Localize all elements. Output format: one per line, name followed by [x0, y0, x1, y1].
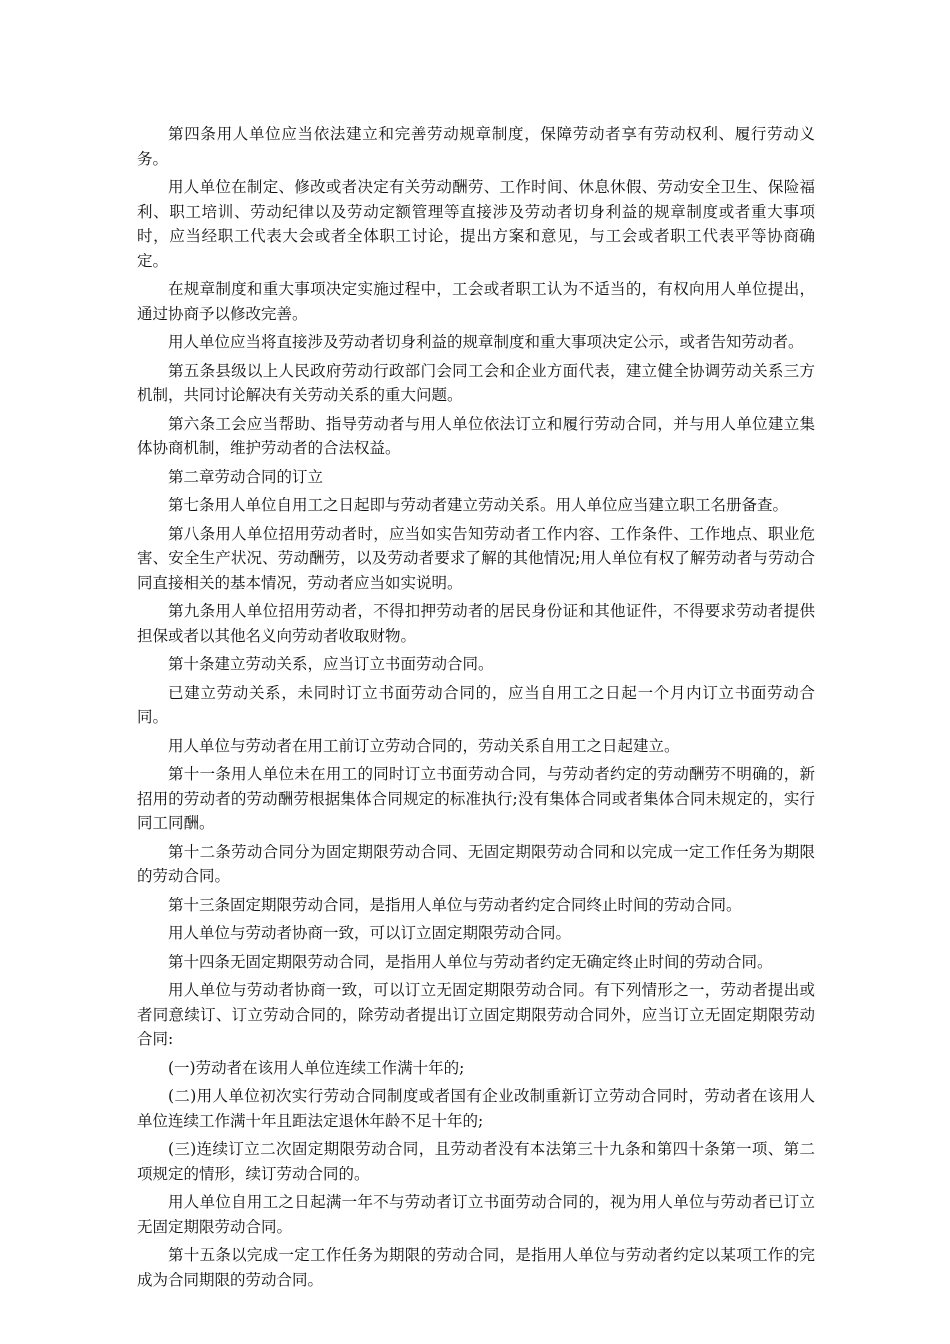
paragraph-deemed-open-ended: 用人单位自用工之日起满一年不与劳动者订立书面劳动合同的，视为用人单位与劳动者已订立无固定期限劳动合同。	[137, 1193, 815, 1236]
paragraph-article-7: 第七条用人单位自用工之日起即与劳动者建立劳动关系。用人单位应当建立职工名册备查。	[168, 496, 789, 514]
document-page	[137, 122, 815, 1296]
paragraph-article-10: 第十条建立劳动关系，应当订立书面劳动合同。	[168, 655, 494, 673]
paragraph-contract-before-employment: 用人单位与劳动者在用工前订立劳动合同的，劳动关系自用工之日起建立。	[168, 736, 680, 755]
paragraph-rules-publication: 用人单位应当将直接涉及劳动者切身利益的规章制度和重大事项决定公示，或者告知劳动者。	[168, 333, 804, 351]
paragraph-written-contract-deadline: 已建立劳动关系，未同时订立书面劳动合同的，应当自用工之日起一个月内订立书面劳动合同。	[137, 683, 815, 726]
paragraph-article-8: 第八条用人单位招用劳动者时，应当如实告知劳动者工作内容、工作条件、工作地点、职业危害、安全生产状况、劳动酬劳，以及劳动者要求了解的其他情况;用人单位有权了解劳动者与劳动合同直接相关的基本情况，劳动者应当如实说明。	[137, 524, 815, 592]
paragraph-article-13: 第十三条固定期限劳动合同，是指用人单位与劳动者约定合同终止时间的劳动合同。	[168, 895, 742, 914]
paragraph-article-12: 第十二条劳动合同分为固定期限劳动合同、无固定期限劳动合同和以完成一定工作任务为期限的劳动合同。	[137, 842, 815, 885]
list-item-condition-2: (二)用人单位初次实行劳动合同制度或者国有企业改制重新订立劳动合同时，劳动者在该用人单位连续工作满十年且距法定退休年龄不足十年的;	[137, 1087, 815, 1130]
paragraph-article-14: 第十四条无固定期限劳动合同，是指用人单位与劳动者约定无确定终止时间的劳动合同。	[168, 952, 773, 971]
chapter-heading: 第二章劳动合同的订立	[168, 467, 324, 486]
paragraph-open-ended-conditions: 用人单位与劳动者协商一致，可以订立无固定期限劳动合同。有下列情形之一，劳动者提出或者同意续订、订立劳动合同的，除劳动者提出订立固定期限劳动合同外，应当订立无固定期限劳动合同:	[137, 981, 815, 1048]
paragraph-article-4: 第四条用人单位应当依法建立和完善劳动规章制度，保障劳动者享有劳动权利、履行劳动义务。	[137, 125, 815, 168]
paragraph-fixed-term-agreement: 用人单位与劳动者协商一致，可以订立固定期限劳动合同。	[168, 924, 572, 942]
list-item-condition-3: (三)连续订立二次固定期限劳动合同，且劳动者没有本法第三十九条和第四十条第一项、第二项规定的情形，续订劳动合同的。	[137, 1140, 815, 1183]
paragraph-article-9: 第九条用人单位招用劳动者，不得扣押劳动者的居民身份证和其他证件，不得要求劳动者提供担保或者以其他名义向劳动者收取财物。	[137, 602, 815, 645]
paragraph-article-11: 第十一条用人单位未在用工的同时订立书面劳动合同，与劳动者约定的劳动酬劳不明确的，新招用的劳动者的劳动酬劳根据集体合同规定的标准执行;没有集体合同或者集体合同未规定的，实行同工同酬。	[137, 765, 815, 832]
list-item-condition-1: (一)劳动者在该用人单位连续工作满十年的;	[168, 1058, 465, 1077]
paragraph-article-5: 第五条县级以上人民政府劳动行政部门会同工会和企业方面代表，建立健全协调劳动关系三方机制，共同讨论解决有关劳动关系的重大问题。	[137, 361, 815, 404]
paragraph-rules-formulation: 用人单位在制定、修改或者决定有关劳动酬劳、工作时间、休息休假、劳动安全卫生、保险福利、职工培训、劳动纪律以及劳动定额管理等直接涉及劳动者切身利益的规章制度或者重大事项时，应当经职工代表大会或者全体职工讨论，提出方案和意见，与工会或者职工代表平等协商确定。	[137, 178, 815, 270]
paragraph-article-6: 第六条工会应当帮助、指导劳动者与用人单位依法订立和履行劳动合同，并与用人单位建立集体协商机制，维护劳动者的合法权益。	[137, 414, 815, 457]
paragraph-rules-implementation: 在规章制度和重大事项决定实施过程中，工会或者职工认为不适当的，有权向用人单位提出，通过协商予以修改完善。	[137, 280, 815, 323]
paragraph-article-15: 第十五条以完成一定工作任务为期限的劳动合同，是指用人单位与劳动者约定以某项工作的完成为合同期限的劳动合同。	[137, 1246, 815, 1289]
